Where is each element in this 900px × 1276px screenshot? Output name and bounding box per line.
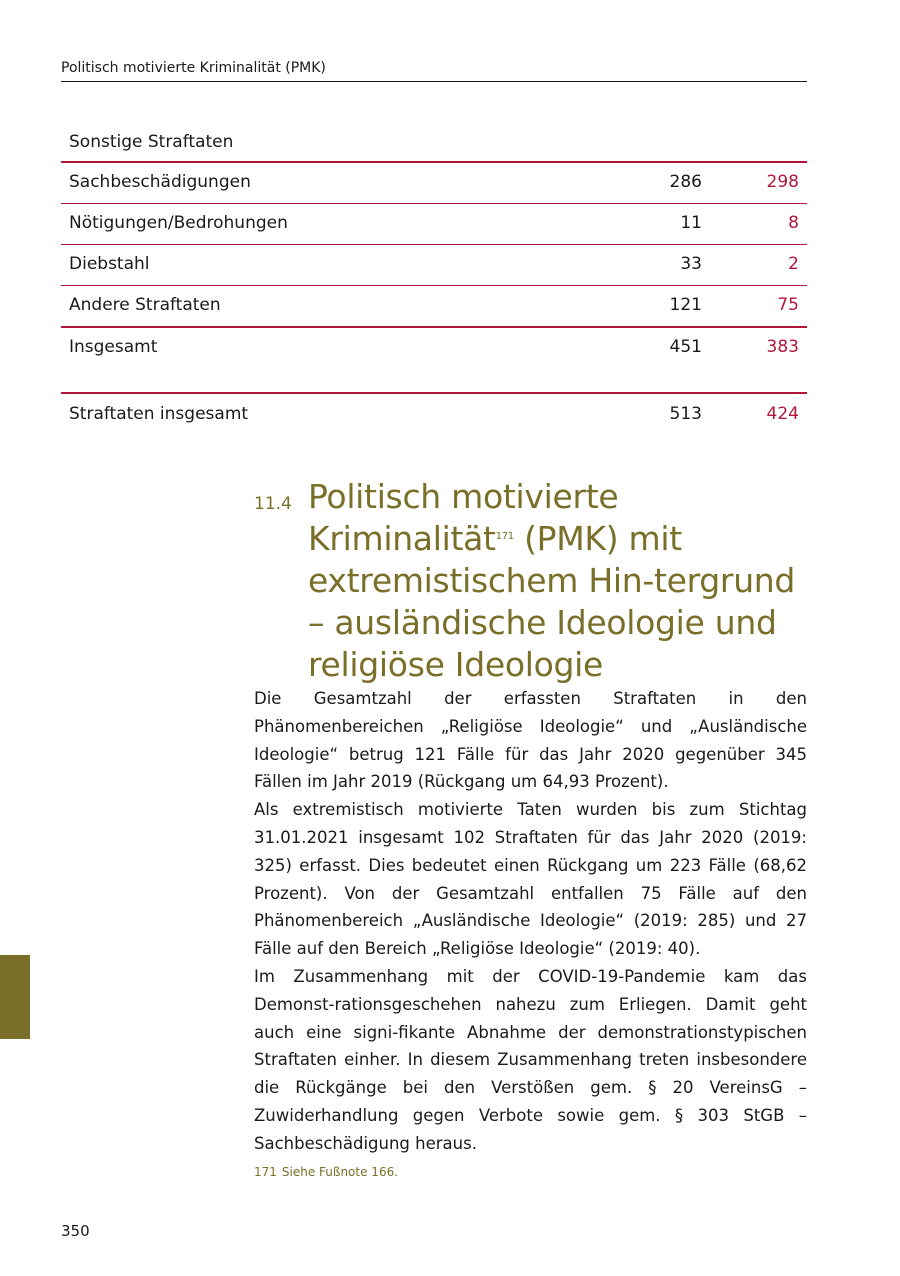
- paragraph: Die Gesamtzahl der erfassten Straftaten in den Phänomenbereichen „Religiöse Ideologie“ und „Ausländische Ideologie“ betrug 121 Fälle für das Jahr 2020 gegenüber 345 Fällen im Jahr 2019 (Rückgang um 64,93 Prozent).: [254, 689, 807, 792]
- row-value-2020: 8: [788, 213, 799, 233]
- row-label: Andere Straftaten: [69, 295, 221, 315]
- running-header-title: Politisch motivierte Kriminalität (PMK): [61, 60, 326, 76]
- chapter-side-tab: [0, 955, 30, 1039]
- footnote-number: 171: [254, 1165, 277, 1179]
- total-value-2019: 513: [669, 404, 702, 424]
- table-section-header: [61, 125, 807, 163]
- table-row: [61, 204, 807, 245]
- table-subtotal-row: [61, 328, 807, 368]
- row-value-2019: 11: [680, 213, 702, 233]
- row-value-2019: 121: [669, 295, 702, 315]
- row-value-2020: 298: [766, 172, 799, 192]
- footnote-text: Siehe Fußnote 166.: [281, 1165, 399, 1179]
- paragraph: Im Zusammenhang mit der COVID-19-Pandemie kam das Demonst-rationsgeschehen nahezu zum Erliegen. Damit geht auch eine signi-fikante Abnahme der demonstrationstypischen Straftaten einher. In diesem Zusammenhang treten insbesondere die Rückgänge bei den Verstößen gem. § 20 VereinsG – Zuwiderhandlung gegen Verbote sowie gem. § 303 StGB – Sachbeschädigung heraus.: [254, 966, 807, 1153]
- row-label: Diebstahl: [69, 254, 150, 274]
- section-title-part1: Politisch motivierte Kriminalität: [308, 477, 619, 558]
- subtotal-value-2019: 451: [669, 337, 702, 357]
- table-total-row: [61, 392, 807, 434]
- subtotal-value-2020: 383: [766, 337, 799, 357]
- statistics-table: [61, 125, 807, 434]
- row-value-2020: 2: [788, 254, 799, 274]
- section-title-part2: (PMK) mit extremistischem Hin-tergrund – ausländische Ideologie und religiöse Ideologie: [308, 519, 796, 684]
- footnote: [254, 1165, 398, 1179]
- table-spacer: [61, 368, 807, 392]
- table-row: [61, 245, 807, 286]
- total-label: Straftaten insgesamt: [69, 404, 249, 424]
- table-row: [61, 286, 807, 328]
- section-number: 11.4: [254, 494, 292, 514]
- page-number: 350: [61, 1222, 90, 1240]
- table-section-label: Sonstige Straftaten: [69, 132, 234, 152]
- total-value-2020: 424: [766, 404, 799, 424]
- row-label: Nötigungen/Bedrohungen: [69, 213, 288, 233]
- footnote-marker[interactable]: 171: [495, 531, 514, 542]
- body-text: [254, 685, 807, 1158]
- table-row: [61, 163, 807, 204]
- row-value-2020: 75: [777, 295, 799, 315]
- section-title: [308, 476, 808, 686]
- row-label: Sachbeschädigungen: [69, 172, 251, 192]
- running-header: [61, 58, 807, 82]
- paragraph: Als extremistisch motivierte Taten wurden bis zum Stichtag 31.01.2021 insgesamt 102 Straftaten für das Jahr 2020 (2019: 325) erfasst. Dies bedeutet einen Rückgang um 223 Fälle (68,62 Prozent). Von der Gesamtzahl entfallen 75 Fälle auf den Phänomenbereich „Ausländische Ideologie“ (2019: 285) und 27 Fälle auf den Bereich „Religiöse Ideologie“ (2019: 40).: [254, 800, 807, 959]
- row-value-2019: 286: [669, 172, 702, 192]
- subtotal-label: Insgesamt: [69, 337, 158, 357]
- row-value-2019: 33: [680, 254, 702, 274]
